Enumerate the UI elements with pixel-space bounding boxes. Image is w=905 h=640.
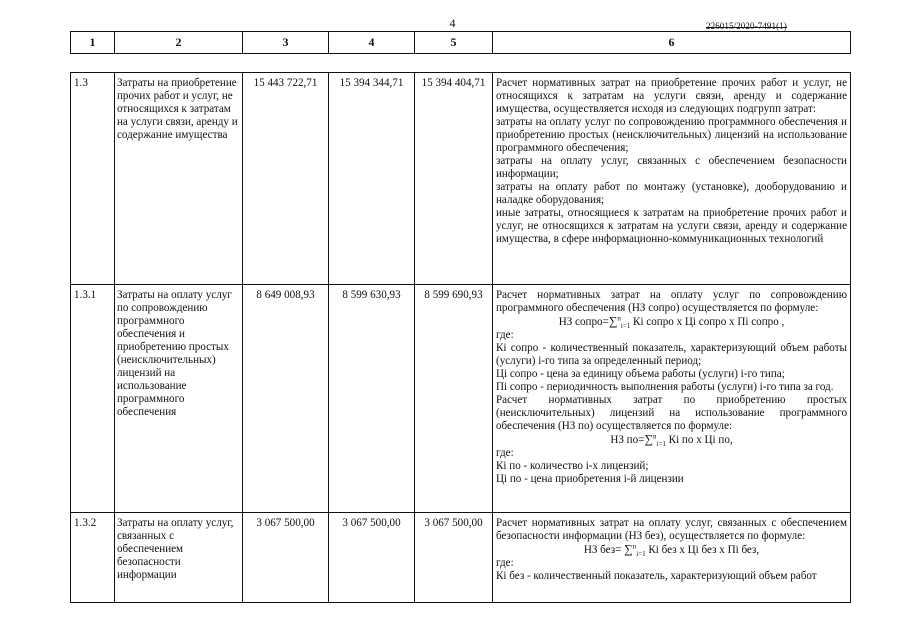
column-header-table — [70, 31, 851, 54]
description-paragraph: затраты на оплату услуг по сопровождению программного обеспечения и приобретению простых (неисключительных) лицензий на использование программного обеспечения; — [496, 116, 847, 154]
sum-upper-limit: n — [632, 542, 637, 551]
where-label: где: — [496, 557, 514, 569]
sum-lower-limit: i=1 — [620, 322, 631, 331]
column-header-2: 2 — [115, 32, 243, 54]
definition: Кi по - количество i-х лицензий; — [496, 460, 649, 472]
row-value-1: 3 067 500,00 — [243, 513, 329, 603]
row-description — [493, 73, 851, 285]
costs-table — [70, 72, 851, 603]
row-value-3: 8 599 690,93 — [415, 285, 493, 513]
description-paragraph: затраты на оплату работ по монтажу (установке), дооборудованию и наладке оборудования; — [496, 181, 847, 206]
page-number: 4 — [449, 16, 456, 30]
definition: Цi по - цена приобретения i-й лицензии — [496, 473, 684, 485]
description-paragraph: затраты на оплату услуг, связанных с обеспечением безопасности информации; — [496, 155, 847, 180]
row-name: Затраты на приобретение прочих работ и услуг, не относящихся к затратам на услуги связи, аренду и содержание имущества — [115, 73, 243, 285]
description-paragraph: иные затраты, относящиеся к затратам на приобретение прочих работ и услуг, не относящихся к затратам на услуги связи, аренду и содержание имущества, в сфере информационно-коммуникационных технологий — [496, 207, 847, 245]
definition: Кi сопро - количественный показатель, характеризующий объем работы (услуги) i-го типа за определенный период; — [496, 342, 847, 367]
definition: Кi без - количественный показатель, характеризующий объем работ — [496, 570, 817, 582]
where-label: где: — [496, 447, 514, 459]
description-paragraph: Расчет нормативных затрат на приобретение прочих работ и услуг, не относящихся к затратам на услуги связи, аренду и содержание имущества, осуществляется исходя из следующих подгрупп затрат: — [496, 77, 847, 115]
description-paragraph: Расчет нормативных затрат на оплату услуг, связанных с обеспечением безопасности информации (НЗ без), осуществляется по формуле: — [496, 517, 847, 542]
column-header-row — [71, 32, 851, 54]
sum-lower-limit: i=1 — [656, 440, 666, 449]
column-header-6: 6 — [493, 32, 851, 54]
row-name: Затраты на оплату услуг по сопровождению программного обеспечения и приобретению простых (неисключительных) лицензий на использование программного обеспечения — [115, 285, 243, 513]
document-id: 226015/2020-7491(1) — [706, 21, 787, 31]
formula-rhs: Кi по х Цi по, — [665, 434, 733, 446]
sum-upper-limit: n — [653, 432, 657, 441]
formula — [496, 315, 847, 329]
row-code: 1.3.1 — [71, 285, 115, 513]
description-paragraph: Расчет нормативных затрат на оплату услуг по сопровождению программного обеспечения (НЗ сопро) осуществляется по формуле: — [496, 289, 847, 314]
row-value-3: 3 067 500,00 — [415, 513, 493, 603]
row-description — [493, 285, 851, 513]
sum-symbol: ∑ — [608, 314, 618, 328]
row-value-1: 15 443 722,71 — [243, 73, 329, 285]
formula-rhs: Кi сопро х Цi сопро х Пi сопро , — [630, 316, 785, 328]
row-value-2: 8 599 630,93 — [329, 285, 415, 513]
column-header-1: 1 — [71, 32, 115, 54]
definition: Цi сопро - цена за единицу объема работы (услуги) i-го типа; — [496, 368, 785, 380]
formula-lhs: НЗ без= — [583, 544, 625, 556]
column-header-5: 5 — [415, 32, 493, 54]
sum-lower-limit: i=1 — [636, 550, 646, 559]
column-header-4: 4 — [329, 32, 415, 54]
formula-rhs: Кi без х Цi без х Пi без, — [645, 544, 760, 556]
sum-symbol: ∑ — [624, 542, 633, 556]
row-value-2: 15 394 344,71 — [329, 73, 415, 285]
formula-lhs: НЗ сопро= — [558, 316, 609, 328]
table-row — [71, 73, 851, 285]
column-header-3: 3 — [243, 32, 329, 54]
row-value-1: 8 649 008,93 — [243, 285, 329, 513]
definition: Пi сопро - периодичность выполнения работы (услуги) i-го типа за год. — [496, 381, 834, 393]
table-row — [71, 513, 851, 603]
row-name: Затраты на оплату услуг, связанных с обеспечением безопасности информации — [115, 513, 243, 603]
row-value-3: 15 394 404,71 — [415, 73, 493, 285]
formula — [496, 543, 847, 557]
row-code: 1.3.2 — [71, 513, 115, 603]
sum-symbol: ∑ — [644, 432, 653, 446]
description-paragraph: Расчет нормативных затрат по приобретению простых (неисключительных) лицензий на использование программного обеспечения (НЗ по) осуществляется по формуле: — [496, 394, 847, 432]
sum-upper-limit: n — [617, 314, 621, 323]
where-label: где: — [496, 329, 514, 341]
row-code: 1.3 — [71, 73, 115, 285]
formula — [496, 433, 847, 447]
formula-lhs: НЗ по= — [610, 434, 645, 446]
row-description — [493, 513, 851, 603]
row-value-2: 3 067 500,00 — [329, 513, 415, 603]
table-row — [71, 285, 851, 513]
